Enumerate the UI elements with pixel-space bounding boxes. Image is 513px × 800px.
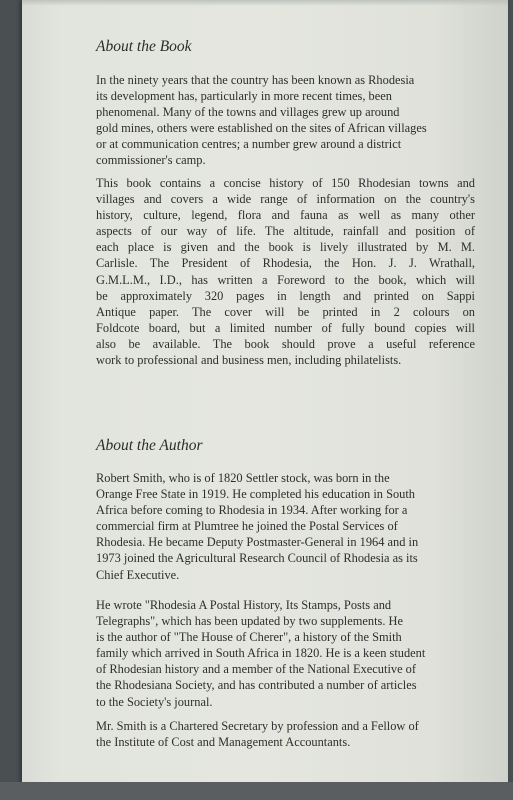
page-top-edge [22, 0, 508, 6]
text-line: Foldcote board, but a limited number of fully bound copies will [96, 320, 475, 335]
background-surface [0, 782, 513, 800]
book-paragraph-2 [96, 175, 475, 368]
text-line: Antique paper. The cover will be printed in 2 colours on [96, 304, 475, 319]
text-line: 1973 joined the Agricultural Research Council of Rhodesia as its [96, 551, 418, 566]
text-line: commissioner's camp. [96, 153, 206, 168]
text-line: Africa before coming to Rhodesia in 1934. After working for a [96, 503, 408, 518]
text-line: This book contains a concise history of 150 Rhodesian towns and [96, 176, 475, 190]
text-line: work to professional and business men, including philatelists. [96, 353, 402, 368]
text-line: family which arrived in South Africa in 1820. He is a keen student [96, 646, 426, 661]
text-line: is the author of "The House of Cherer", a history of the Smith [96, 630, 402, 645]
text-line: the Rhodesiana Society, and has contributed a number of articles [96, 678, 417, 693]
text-line: phenomenal. Many of the towns and villages grew up around [96, 105, 400, 120]
text-line: He wrote "Rhodesia A Postal History, Its Stamps, Posts and [96, 598, 392, 612]
text-line: to the Society's journal. [96, 694, 213, 709]
author-paragraph-3 [96, 718, 475, 750]
text-line: G.M.L.M., I.D., has written a Foreword to the book, which will [96, 272, 475, 287]
text-line: commercial firm at Plumtree he joined the Postal Services of [96, 519, 398, 534]
text-line: be approximately 320 pages in length and printed on Sappi [96, 288, 475, 303]
author-paragraph-1 [96, 470, 475, 583]
text-line: history, culture, legend, flora and fauna as well as many other [96, 208, 475, 223]
text-line: the Institute of Cost and Management Accountants. [96, 735, 351, 750]
text-line: Telegraphs", which has been updated by two supplements. He [96, 614, 403, 629]
text-line: also be available. The book should prove a useful reference [96, 336, 475, 351]
text-line: its development has, particularly in more recent times, been [96, 89, 392, 104]
text-line: Robert Smith, who is of 1820 Settler stock, was born in the [96, 471, 390, 485]
text-line: In the ninety years that the country has been known as Rhodesia [96, 73, 415, 87]
text-line: Rhodesia. He became Deputy Postmaster-General in 1964 and in [96, 535, 419, 550]
text-line: or at communication centres; a number grew around a district [96, 137, 402, 152]
text-line: aspects of our way of life. The altitude, rainfall and position of [96, 224, 475, 239]
text-line: Mr. Smith is a Chartered Secretary by profession and a Fellow of [96, 719, 419, 733]
text-line: Chief Executive. [96, 567, 180, 582]
text-line: villages and covers a wide range of information on the country's [96, 192, 475, 207]
text-line: of Rhodesian history and a member of the National Executive of [96, 662, 416, 677]
text-line: gold mines, others were established on the sites of African villages [96, 121, 427, 136]
text-line: Orange Free State in 1919. He completed his education in South [96, 487, 415, 502]
text-line: Carlisle. The President of Rhodesia, the Hon. J. J. Wrathall, [96, 256, 475, 271]
text-line: each place is given and the book is lively illustrated by M. M. [96, 240, 475, 255]
about-the-book-heading: About the Book [96, 38, 192, 55]
about-the-author-heading: About the Author [96, 437, 203, 454]
author-paragraph-2 [96, 597, 475, 710]
book-paragraph-1 [96, 72, 474, 169]
